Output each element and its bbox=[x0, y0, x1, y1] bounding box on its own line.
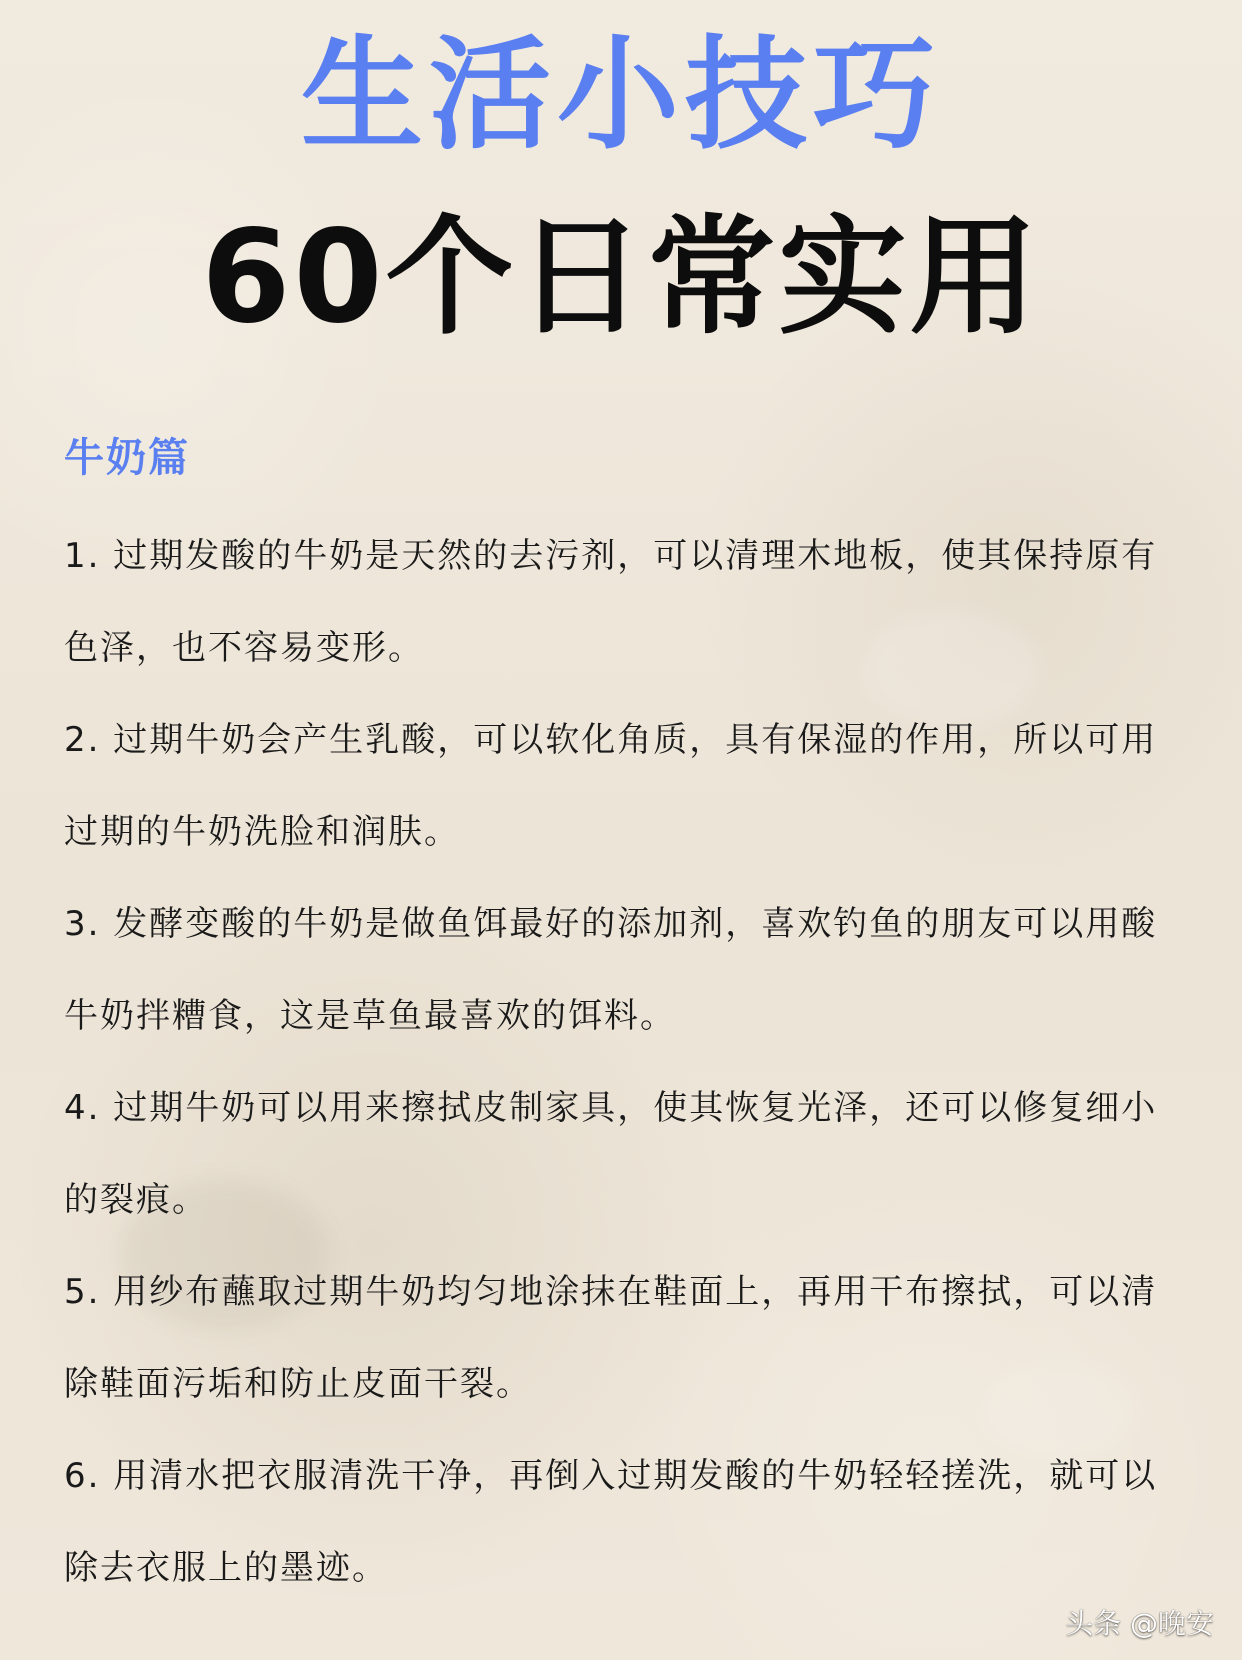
list-item: 6. 用清水把衣服清洗干净，再倒入过期发酸的牛奶轻轻搓洗，就可以除去衣服上的墨迹。 bbox=[64, 1456, 1158, 1588]
page-subtitle: 60个日常实用 bbox=[201, 203, 1041, 352]
hero-section bbox=[0, 0, 1242, 380]
watermark: 头条 @晚安 bbox=[1065, 1607, 1214, 1640]
list-item: 1. 过期发酸的牛奶是天然的去污剂，可以清理木地板，使其保持原有色泽，也不容易变形。 bbox=[64, 536, 1158, 668]
list-item: 2. 过期牛奶会产生乳酸，可以软化角质，具有保湿的作用，所以可用过期的牛奶洗脸和润肤。 bbox=[64, 720, 1158, 852]
section-title: 牛奶篇 bbox=[64, 435, 190, 481]
list-item: 5. 用纱布蘸取过期牛奶均匀地涂抹在鞋面上，再用干布擦拭，可以清除鞋面污垢和防止皮面干裂。 bbox=[64, 1272, 1158, 1404]
list-item: 3. 发酵变酸的牛奶是做鱼饵最好的添加剂，喜欢钓鱼的朋友可以用酸牛奶拌糟食，这是草鱼最喜欢的饵料。 bbox=[64, 904, 1158, 1036]
page-title: 生活小技巧 bbox=[301, 24, 941, 166]
list-item: 4. 过期牛奶可以用来擦拭皮制家具，使其恢复光泽，还可以修复细小的裂痕。 bbox=[64, 1088, 1158, 1220]
tips-list bbox=[64, 510, 1184, 1614]
